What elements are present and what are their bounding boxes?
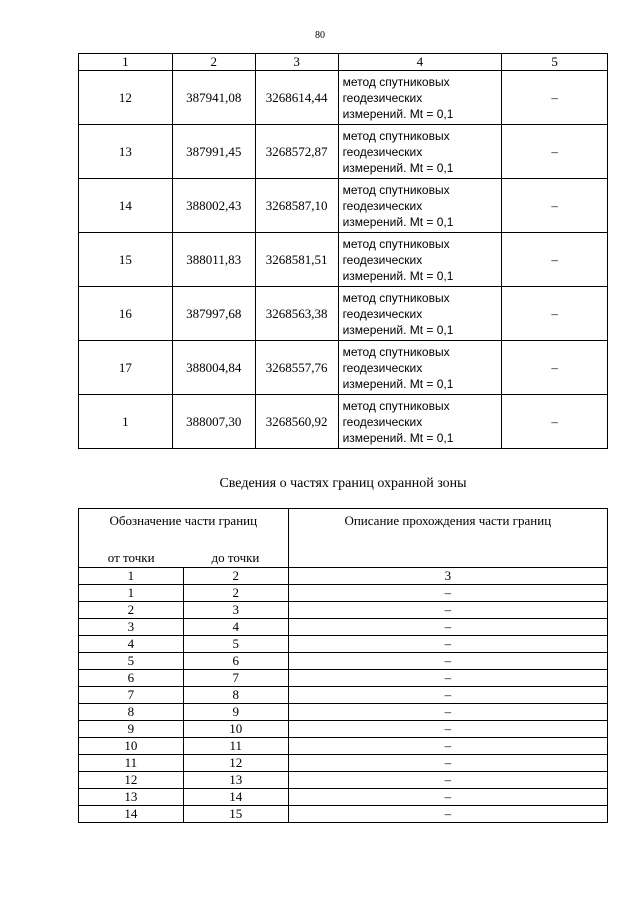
method-cell: [338, 341, 502, 395]
table-row: [79, 341, 608, 395]
to-point-cell: 14: [183, 789, 288, 806]
note-cell: –: [502, 179, 608, 233]
to-point-cell: 9: [183, 704, 288, 721]
parts-number-row: [79, 568, 608, 585]
to-point-cell: 11: [183, 738, 288, 755]
table-row: [79, 738, 608, 755]
table-row: [79, 233, 608, 287]
boundary-parts-table: [78, 508, 608, 823]
from-point-cell: 12: [79, 772, 184, 789]
table-row: [79, 287, 608, 341]
table-row: [79, 125, 608, 179]
header-cell: 2: [172, 54, 255, 71]
to-point-cell: 2: [183, 585, 288, 602]
method-line: геодезических: [342, 306, 423, 321]
x-coordinate-cell: 388004,84: [172, 341, 255, 395]
from-point-cell: 11: [79, 755, 184, 772]
header-cell: 3: [255, 54, 338, 71]
from-point-cell: 6: [79, 670, 184, 687]
note-cell: –: [502, 125, 608, 179]
method-line: метод спутниковых: [342, 182, 450, 197]
from-point-cell: 8: [79, 704, 184, 721]
method-line: метод спутниковых: [342, 74, 450, 89]
table-row: [79, 789, 608, 806]
table-row: [79, 755, 608, 772]
description-cell: –: [288, 772, 607, 789]
designation-header: Обозначение части границ: [79, 509, 289, 550]
to-point-cell: 5: [183, 636, 288, 653]
method-line: геодезических: [342, 198, 423, 213]
method-line: измерений. Mt = 0,1: [342, 376, 454, 391]
point-number-cell: 13: [79, 125, 173, 179]
number-cell: 2: [183, 568, 288, 585]
note-cell: –: [502, 233, 608, 287]
table-row: [79, 670, 608, 687]
method-cell: [338, 71, 502, 125]
note-cell: –: [502, 71, 608, 125]
parts-header-row: [79, 509, 608, 550]
to-point-header: до точки: [183, 549, 288, 568]
from-point-cell: 13: [79, 789, 184, 806]
description-header: Описание прохождения части границ: [288, 509, 607, 568]
from-point-cell: 3: [79, 619, 184, 636]
method-cell: [338, 233, 502, 287]
point-number-cell: 14: [79, 179, 173, 233]
method-line: геодезических: [342, 90, 423, 105]
description-cell: –: [288, 721, 607, 738]
x-coordinate-cell: 388011,83: [172, 233, 255, 287]
page-number: 80: [315, 30, 325, 41]
y-coordinate-cell: 3268614,44: [255, 71, 338, 125]
y-coordinate-cell: 3268557,76: [255, 341, 338, 395]
to-point-cell: 15: [183, 806, 288, 823]
from-point-cell: 10: [79, 738, 184, 755]
table-row: [79, 395, 608, 449]
description-cell: –: [288, 670, 607, 687]
from-point-cell: 9: [79, 721, 184, 738]
to-point-cell: 13: [183, 772, 288, 789]
point-number-cell: 15: [79, 233, 173, 287]
method-cell: [338, 395, 502, 449]
point-number-cell: 16: [79, 287, 173, 341]
to-point-cell: 7: [183, 670, 288, 687]
header-cell: 1: [79, 54, 173, 71]
table-row: [79, 687, 608, 704]
y-coordinate-cell: 3268560,92: [255, 395, 338, 449]
table-row: [79, 585, 608, 602]
y-coordinate-cell: 3268581,51: [255, 233, 338, 287]
method-line: геодезических: [342, 360, 423, 375]
method-line: метод спутниковых: [342, 236, 450, 251]
point-number-cell: 12: [79, 71, 173, 125]
method-line: геодезических: [342, 144, 423, 159]
section-title: Сведения о частях границ охранной зоны: [219, 476, 467, 491]
table-row: [79, 71, 608, 125]
x-coordinate-cell: 388007,30: [172, 395, 255, 449]
method-cell: [338, 179, 502, 233]
description-cell: –: [288, 704, 607, 721]
method-line: измерений. Mt = 0,1: [342, 430, 454, 445]
to-point-cell: 8: [183, 687, 288, 704]
header-cell: 5: [502, 54, 608, 71]
x-coordinate-cell: 387997,68: [172, 287, 255, 341]
description-cell: –: [288, 602, 607, 619]
y-coordinate-cell: 3268563,38: [255, 287, 338, 341]
header-cell: 4: [338, 54, 502, 71]
table-row: [79, 653, 608, 670]
table-row: [79, 636, 608, 653]
from-point-cell: 1: [79, 585, 184, 602]
from-point-header: от точки: [79, 549, 184, 568]
method-line: геодезических: [342, 414, 423, 429]
method-line: измерений. Mt = 0,1: [342, 160, 454, 175]
from-point-cell: 2: [79, 602, 184, 619]
description-cell: –: [288, 789, 607, 806]
coordinates-header-row: [79, 54, 608, 71]
coordinates-table: [78, 53, 608, 449]
method-line: метод спутниковых: [342, 290, 450, 305]
from-point-cell: 14: [79, 806, 184, 823]
method-line: измерений. Mt = 0,1: [342, 106, 454, 121]
note-cell: –: [502, 341, 608, 395]
to-point-cell: 6: [183, 653, 288, 670]
point-number-cell: 17: [79, 341, 173, 395]
description-cell: –: [288, 585, 607, 602]
number-cell: 3: [288, 568, 607, 585]
table-row: [79, 704, 608, 721]
method-cell: [338, 125, 502, 179]
method-line: метод спутниковых: [342, 398, 450, 413]
x-coordinate-cell: 388002,43: [172, 179, 255, 233]
description-cell: –: [288, 636, 607, 653]
description-cell: –: [288, 619, 607, 636]
description-cell: –: [288, 755, 607, 772]
method-cell: [338, 287, 502, 341]
method-line: метод спутниковых: [342, 344, 450, 359]
number-cell: 1: [79, 568, 184, 585]
method-line: метод спутниковых: [342, 128, 450, 143]
x-coordinate-cell: 387991,45: [172, 125, 255, 179]
to-point-cell: 3: [183, 602, 288, 619]
description-cell: –: [288, 806, 607, 823]
method-line: измерений. Mt = 0,1: [342, 268, 454, 283]
description-cell: –: [288, 687, 607, 704]
from-point-cell: 4: [79, 636, 184, 653]
method-line: геодезических: [342, 252, 423, 267]
y-coordinate-cell: 3268572,87: [255, 125, 338, 179]
y-coordinate-cell: 3268587,10: [255, 179, 338, 233]
table-row: [79, 721, 608, 738]
table-row: [79, 179, 608, 233]
method-line: измерений. Mt = 0,1: [342, 214, 454, 229]
method-line: измерений. Mt = 0,1: [342, 322, 454, 337]
from-point-cell: 7: [79, 687, 184, 704]
from-point-cell: 5: [79, 653, 184, 670]
table-row: [79, 602, 608, 619]
to-point-cell: 10: [183, 721, 288, 738]
table-row: [79, 806, 608, 823]
table-row: [79, 619, 608, 636]
to-point-cell: 4: [183, 619, 288, 636]
note-cell: –: [502, 395, 608, 449]
table-row: [79, 772, 608, 789]
description-cell: –: [288, 738, 607, 755]
description-cell: –: [288, 653, 607, 670]
x-coordinate-cell: 387941,08: [172, 71, 255, 125]
point-number-cell: 1: [79, 395, 173, 449]
to-point-cell: 12: [183, 755, 288, 772]
note-cell: –: [502, 287, 608, 341]
